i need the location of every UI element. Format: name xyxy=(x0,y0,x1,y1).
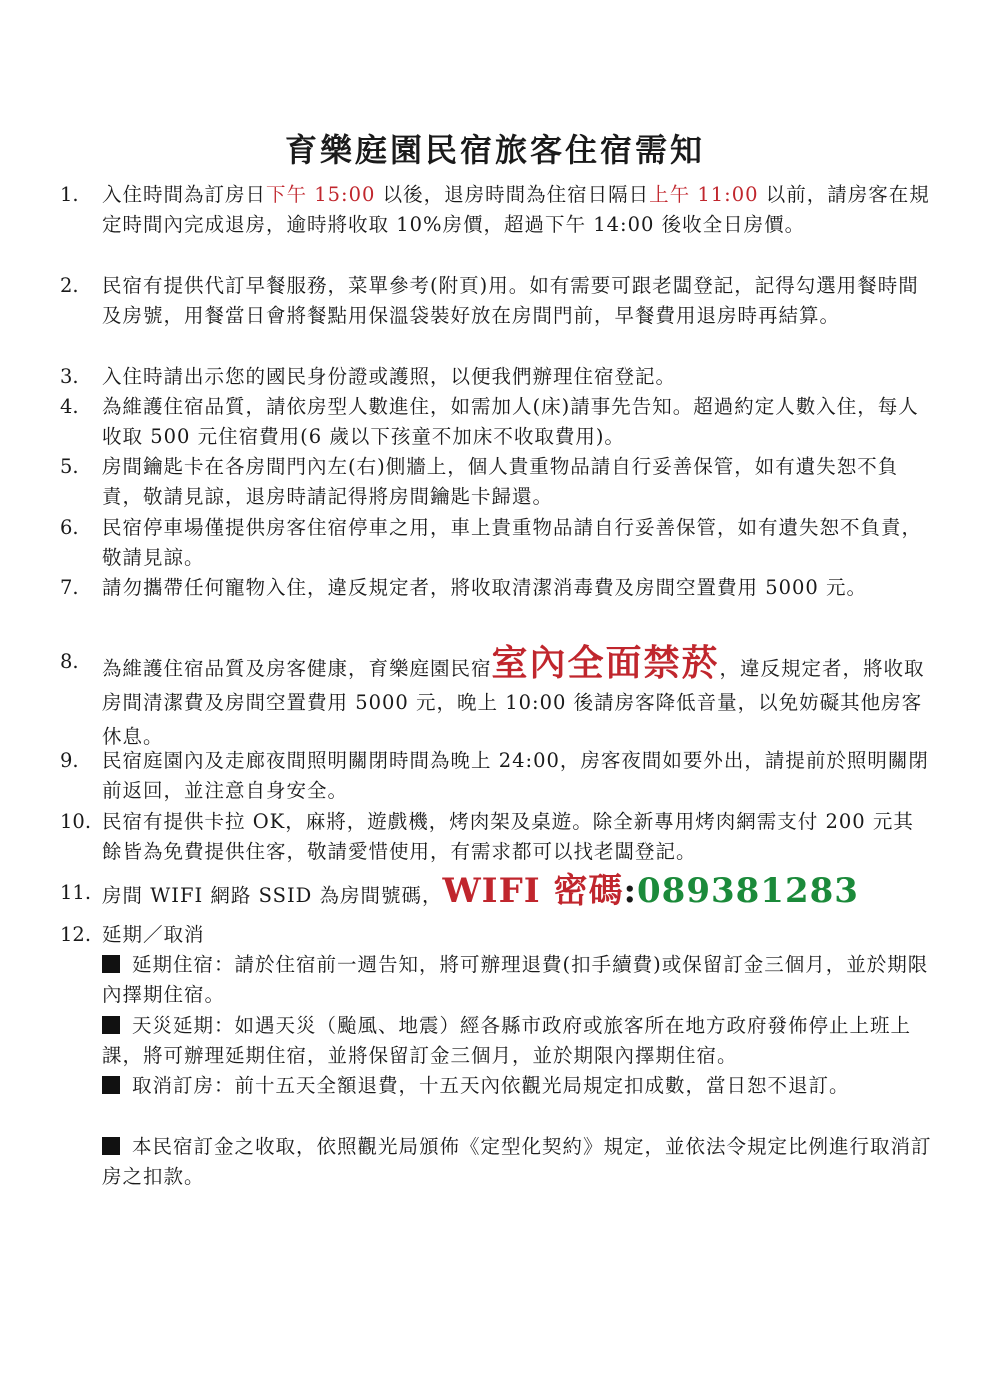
square-bullet-icon xyxy=(102,1076,120,1094)
item-number: 1. xyxy=(60,183,79,206)
square-bullet-icon xyxy=(102,955,120,973)
sub-item-deposit xyxy=(102,1132,932,1193)
sub-item-text: 延期住宿：請於住宿前一週告知，將可辦理退費(扣手續費)或保留訂金三個月，並於期限內擇期住宿。 xyxy=(102,953,929,1007)
item-text: 民宿庭園內及走廊夜間照明關閉時間為晚上 24:00，房客夜間如要外出，請提前於照明關閉前返回，並注意自身安全。 xyxy=(102,749,929,803)
item-number: 8. xyxy=(60,650,79,673)
item-number: 6. xyxy=(60,516,79,539)
item-text: 為維護住宿品質，請依房型人數進住，如需加人(床)請事先告知。超過約定人數入住，每人收取 500 元住宿費用(6 歲以下孩童不加床不收取費用)。 xyxy=(102,395,919,449)
item-text: 民宿有提供卡拉 OK，麻將，遊戲機，烤肉架及桌遊。除全新專用烤肉網需支付 200 元其餘皆為免費提供住客，敬請愛惜使用，有需求都可以找老闆登記。 xyxy=(102,810,914,864)
notice-item-11 xyxy=(60,873,930,916)
notice-item-9 xyxy=(60,746,930,807)
item-number: 5. xyxy=(60,455,79,478)
item-number: 7. xyxy=(60,576,79,599)
item-number: 3. xyxy=(60,365,79,388)
item-text: 延期／取消 xyxy=(102,923,205,946)
no-smoking-notice: 室內全面禁菸 xyxy=(491,642,720,684)
wifi-password-label: WIFI 密碼 xyxy=(442,871,624,911)
notice-item-5 xyxy=(60,452,930,513)
checkout-time: 上午 11:00 xyxy=(649,183,759,206)
notice-item-6 xyxy=(60,513,930,574)
item-text: 民宿停車場僅提供房客住宿停車之用，車上貴重物品請自行妥善保管，如有遺失恕不負責，敬請見諒。 xyxy=(102,516,923,570)
notice-item-4 xyxy=(60,392,930,453)
notice-item-1 xyxy=(60,180,930,241)
notice-item-10 xyxy=(60,807,930,868)
item-text: 以前，請房客在規定時間內完成退房，逾時將收取 10%房價，超過下午 14:00 後收全日房價。 xyxy=(102,183,930,237)
notice-item-7 xyxy=(60,573,930,603)
item-text: ，違反規定者，將收取房間清潔費及房間空置費用 5000 元，晚上 10:00 後請房客降低音量，以免妨礙其他房客休息。 xyxy=(102,657,925,748)
notice-item-3 xyxy=(60,362,930,392)
notice-item-8 xyxy=(60,642,930,754)
page-title: 育樂庭園民宿旅客住宿需知 xyxy=(284,131,705,169)
item-number: 9. xyxy=(60,749,79,772)
sub-item-text: 本民宿訂金之收取，依照觀光局頒佈《定型化契約》規定，並依法令規定比例進行取消訂房之扣款。 xyxy=(102,1135,932,1189)
notice-item-2 xyxy=(60,271,930,332)
square-bullet-icon xyxy=(102,1137,120,1155)
item-number: 11. xyxy=(60,881,92,904)
notice-item-12 xyxy=(60,920,930,950)
sub-item-text: 取消訂房：前十五天全額退費，十五天內依觀光局規定扣成數，當日恕不退訂。 xyxy=(132,1074,850,1097)
item-number: 4. xyxy=(60,395,79,418)
checkin-time: 下午 15:00 xyxy=(266,183,376,206)
item-text: 民宿有提供代訂早餐服務，菜單參考(附頁)用。如有需要可跟老闆登記，記得勾選用餐時間及房號，用餐當日會將餐點用保溫袋裝好放在房間門前，早餐費用退房時再結算。 xyxy=(102,274,919,328)
item-text: 請勿攜帶任何寵物入住，違反規定者，將收取清潔消毒費及房間空置費用 5000 元。 xyxy=(102,576,868,599)
item-number: 2. xyxy=(60,274,79,297)
item-text: 以後，退房時間為住宿日隔日 xyxy=(375,183,650,206)
square-bullet-icon xyxy=(102,1016,120,1034)
item-text: 為維護住宿品質及房客健康，育樂庭園民宿 xyxy=(102,657,492,680)
item-text: 房間鑰匙卡在各房間門內左(右)側牆上，個人貴重物品請自行妥善保管，如有遺失恕不負責，敬請見諒，退房時請記得將房間鑰匙卡歸還。 xyxy=(102,455,899,509)
sub-item-cancellation xyxy=(102,1071,932,1101)
wifi-colon: : xyxy=(623,871,638,911)
sub-item-text: 天災延期：如遇天災（颱風、地震）經各縣市政府或旅客所在地方政府發佈停止上班上課，將可辦理延期住宿，並將保留訂金三個月，並於期限內擇期住宿。 xyxy=(102,1014,912,1068)
item-text: 入住時請出示您的國民身份證或護照，以便我們辦理住宿登記。 xyxy=(102,365,677,388)
item-text: 入住時間為訂房日 xyxy=(102,183,267,206)
sub-item-postpone xyxy=(102,950,932,1011)
sub-item-disaster-postpone xyxy=(102,1011,932,1072)
wifi-password: 089381283 xyxy=(637,871,859,911)
item-number: 12. xyxy=(60,923,92,946)
item-number: 10. xyxy=(60,810,92,833)
item-text: 房間 WIFI 網路 SSID 為房間號碼， xyxy=(102,884,443,907)
